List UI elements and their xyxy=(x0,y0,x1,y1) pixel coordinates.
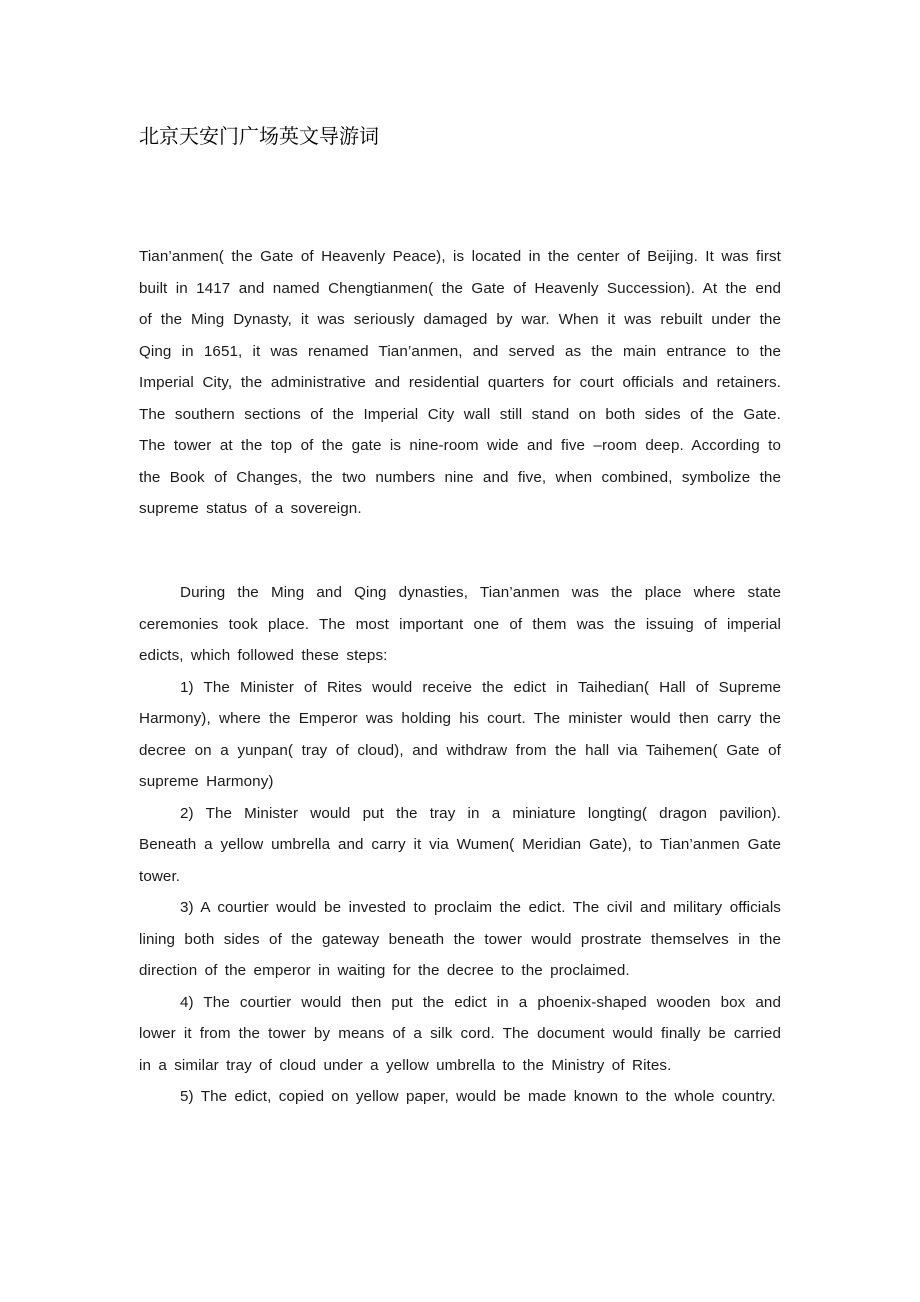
document-title: 北京天安门广场英文导游词 xyxy=(139,124,379,148)
step-paragraph-2: 2) The Minister would put the tray in a miniature longting( dragon pavilion). Beneath a yellow umbrella and carry it via Wumen( Meridian Gate), to Tian’anmen Gate tower. xyxy=(139,804,781,885)
intro-paragraph: Tian’anmen( the Gate of Heavenly Peace), is located in the center of Beijing. It was first built in 1417 and named Chengtianmen( the Gate of Heavenly Succession). At the end of the Ming Dynasty, it was seriously damaged by war. When it was rebuilt under the Qing in 1651, it was renamed Tian’anmen, and served as the main entrance to the Imperial City, the administrative and residential quarters for court officials and retainers. The southern sections of the Imperial City wall still stand on both sides of the Gate. The tower at the top of the gate is nine-room wide and five –room deep. According to the Book of Changes, the two numbers nine and five, when combined, symbolize the supreme status of a sovereign. xyxy=(139,248,781,517)
ceremony-section xyxy=(139,577,781,1113)
step-paragraph-4: 4) The courtier would then put the edict in a phoenix-shaped wooden box and lower it from the tower by means of a silk cord. The document would finally be carried in a similar tray of cloud under a yellow umbrella to the Ministry of Rites. xyxy=(139,993,781,1074)
ceremony-intro-paragraph: During the Ming and Qing dynasties, Tian’anmen was the place where state ceremonies took place. The most important one of them was the issuing of imperial edicts, which followed these steps: xyxy=(139,584,781,664)
intro-section xyxy=(139,241,781,525)
step-paragraph-3: 3) A courtier would be invested to proclaim the edict. The civil and military officials lining both sides of the gateway beneath the tower would prostrate themselves in the direction of the emperor in waiting for the decree to the proclaimed. xyxy=(139,899,781,979)
step-paragraph-5: 5) The edict, copied on yellow paper, would be made known to the whole country. xyxy=(180,1088,776,1105)
step-paragraph-1: 1) The Minister of Rites would receive the edict in Taihedian( Hall of Supreme Harmony), where the Emperor was holding his court. The minister would then carry the decree on a yunpan( tray of cloud), and withdraw from the hall via Taihemen( Gate of supreme Harmony) xyxy=(139,678,781,790)
